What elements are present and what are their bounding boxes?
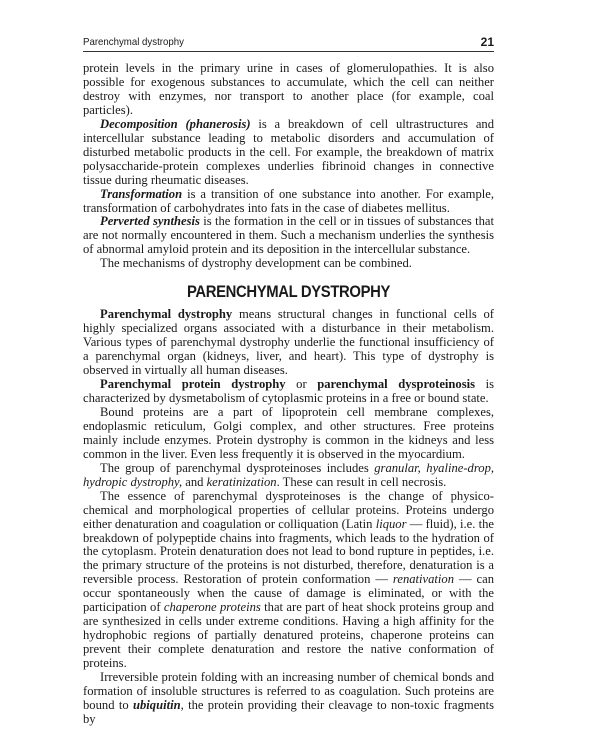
text: is characterized by dysmetabolism of cytoplasmic proteins in a free or bound state. <box>83 377 494 405</box>
text: . These can result in cell necrosis. <box>276 474 447 489</box>
paragraph <box>83 378 494 406</box>
term: Parenchymal protein dystrophy <box>100 377 286 392</box>
text: or <box>285 377 318 392</box>
text: protein levels in the primary urine in cases of glomerulopathies. It is also possible for exogenous substances to accumulate, which the cell can neither destroy with enzymes, nor transport to another place (for example, coal particles). <box>83 61 494 117</box>
text: that are part of heat shock proteins group and are synthesized in cells under extreme conditions. Having a high affinity for the hydrophobic regions of partially denatured proteins, chaperone proteins can prevent their complete denaturation and restore the native conformation of proteins. <box>83 600 494 671</box>
text: means structural changes in functional cells of highly specialized organs associated with a disturbance in their metabolism. Various types of parenchymal dystrophy underlie the functional insufficiency of a parenchymal organ (kidneys, liver, and heart). This type of dystrophy is observed in virtually all human diseases. <box>83 307 494 378</box>
text: is the formation in the cell or in tissues of substances that are not normally encountered in them. Such a mechanism underlies the synthesis of abnormal amyloid protein and its deposition in the intercellular substance. <box>83 214 494 257</box>
paragraph <box>83 671 494 727</box>
paragraph <box>83 62 494 118</box>
paragraph-perverted-synthesis <box>83 215 494 257</box>
paragraph-transformation <box>83 188 494 216</box>
text: The essence of parenchymal dysproteinoses is the change of physico-chemical and morphological properties of cellular proteins. Proteins undergo either denaturation and coagulation or colliquation (Latin <box>83 488 494 531</box>
paragraph <box>83 490 494 671</box>
running-header <box>83 35 494 52</box>
text: Irreversible protein folding with an increasing number of chemical bonds and formation of insoluble structures is referred to as coagulation. Such proteins are bound to <box>83 670 494 712</box>
term: ubiquitin <box>132 697 181 712</box>
text: The mechanisms of dystrophy development can be combined. <box>100 256 412 271</box>
section-heading: PARENCHYMAL DYSTROPHY <box>186 283 391 302</box>
page-number: 21 <box>480 35 494 49</box>
text: Bound proteins are a part of lipoprotein cell membrane complexes, endoplasmic reticulum, Golgi complex, and other structures. Free proteins mainly include enzymes. Protein dystrophy is common in the kidneys and less common in the liver. Even less frequently it is observed in the myocardium. <box>83 404 494 461</box>
text: and <box>182 474 207 489</box>
term: keratinization <box>206 474 277 489</box>
term: liquor <box>375 516 407 531</box>
paragraph <box>83 406 494 462</box>
term: granular, hyaline-drop, hydropic dystrophy, <box>83 460 495 489</box>
paragraph <box>83 462 494 490</box>
running-title: Parenchymal dystrophy <box>83 36 184 48</box>
text: , the protein providing their cleavage to non-toxic fragments by <box>83 697 495 726</box>
page-body <box>83 62 494 727</box>
text: — can occur spontaneously when the cause of damage is eliminated, or with the participation of <box>83 572 494 615</box>
paragraph <box>83 257 494 271</box>
text: is a breakdown of cell ultrastructures and intercellular substance leading to metabolic disorders and accumulation of disturbed metabolic products in the cell. For example, the breakdown of matrix polysaccharide-protein complexes underlies fibrinoid changes in connective tissue during rheumatic diseases. <box>83 116 494 187</box>
term: Parenchymal dystrophy <box>100 307 233 322</box>
text: The group of parenchymal dysproteinoses includes <box>100 460 375 475</box>
paragraph-decomposition <box>83 118 494 188</box>
paragraph-definition <box>83 308 494 378</box>
term: Decomposition (phanerosis) <box>100 116 251 131</box>
term: Transformation <box>100 186 183 201</box>
term: chaperone proteins <box>163 600 261 615</box>
term: parenchymal dysproteinosis <box>317 377 476 392</box>
text: — fluid), i.e. the breakdown of polypeptide chains into fragments, which leads to the hydration of the cytoplasm. Protein denaturation does not lead to bond rupture in peptides, i.e. the primary structure of the proteins is not disturbed, therefore, denaturation is a reversible process. Restoration of protein conformation — <box>83 516 494 587</box>
term: renativation <box>392 572 455 587</box>
text: is a transition of one substance into another. For example, transformation of carbohydrates into fats in the case of diabetes mellitus. <box>83 186 494 215</box>
term: Perverted synthesis <box>100 214 200 229</box>
